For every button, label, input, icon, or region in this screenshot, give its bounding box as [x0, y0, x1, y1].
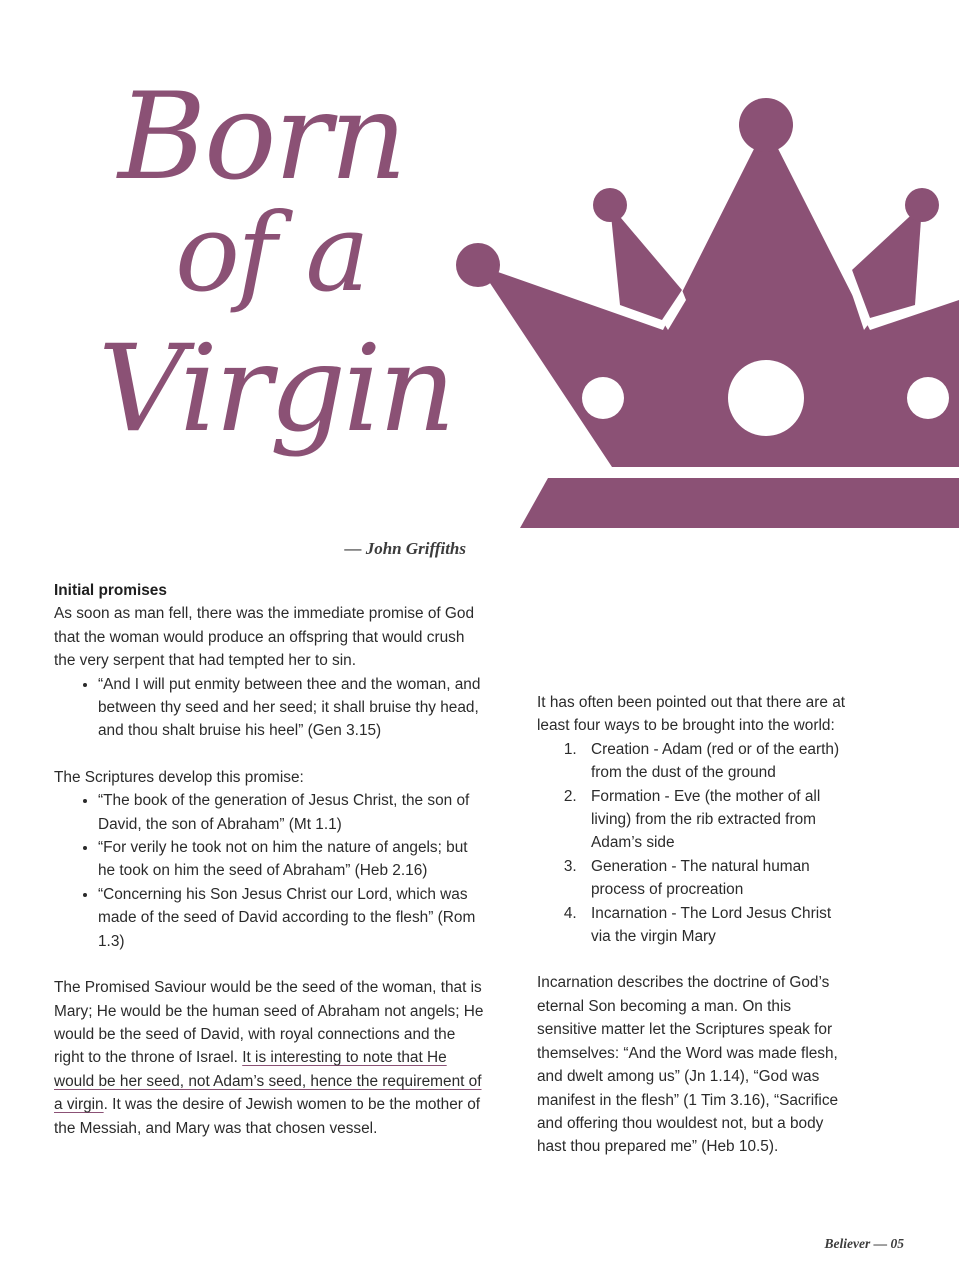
title-line-of-a: of a — [175, 191, 367, 316]
title-line-virgin: Virgin — [98, 320, 453, 459]
crown-icon — [440, 85, 959, 530]
list-item: 1. Creation - Adam (red or of the earth) from the dust of the ground — [581, 738, 855, 785]
underlined-highlight: It is interesting to note that He would be her seed, not Adam’s seed, hence the requirement of a virgin — [54, 1049, 482, 1114]
genesis-quote-list — [54, 673, 486, 743]
saviour-text-end: . It was the desire of Jewish women to be the mother of the Messiah, and Mary was that chosen vessel. — [54, 1096, 481, 1137]
list-item: 4. Incarnation - The Lord Jesus Christ via the virgin Mary — [581, 902, 855, 949]
left-column — [54, 579, 486, 1140]
list-item: 3. Generation - The natural human process of procreation — [581, 855, 855, 902]
list-item: • “Concerning his Son Jesus Christ our Lord, which was made of the seed of David according to the flesh” (Rom 1.3) — [98, 883, 486, 953]
ways-intro-paragraph: It has often been pointed out that there are at least four ways to be brought into the world: — [537, 694, 846, 735]
list-item: • “And I will put enmity between thee and the woman, and between thy seed and her seed; it shall bruise thy head, and thou shalt bruise his heel” (Gen 3.15) — [98, 673, 486, 743]
list-item: 2. Formation - Eve (the mother of all living) from the rib extracted from Adam’s side — [581, 785, 855, 855]
saviour-paragraph — [54, 976, 486, 1140]
byline: — John Griffiths — [344, 539, 466, 558]
develop-paragraph: The Scriptures develop this promise: — [54, 768, 304, 786]
ways-list — [537, 738, 855, 949]
intro-paragraph: As soon as man fell, there was the immediate promise of God that the woman would produce an offspring that would crush the very serpent that had tempted her to sin. — [54, 605, 475, 670]
right-column — [537, 691, 855, 1159]
page-footer: Believer — 05 — [824, 1236, 904, 1251]
list-item: • “The book of the generation of Jesus Christ, the son of David, the son of Abraham” (Mt 1.1) — [98, 789, 486, 836]
section-heading: Initial promises — [54, 582, 167, 599]
saviour-text: The Promised Saviour would be the seed of the woman, that is Mary; He would be the human seed of Abraham not angels; He would be the seed of David, with royal connections and the right to the throne of Israel. — [54, 979, 484, 1067]
incarnation-paragraph: Incarnation describes the doctrine of God’s eternal Son becoming a man. On this sensitive matter let the Scriptures speak for themselves: “And the Word was made flesh, and dwelt among us” (Jn 1.14), “God was manifest in the flesh” (1 Tim 3.16), “Sacrifice and offering thou wouldest not, but a body hast thou prepared me” (Heb 10.5). — [537, 974, 839, 1156]
scripture-quote-list — [54, 789, 486, 953]
list-item: • “For verily he took not on him the nature of angels; but he took on him the seed of Abraham” (Heb 2.16) — [98, 836, 486, 883]
title-line-born: Born — [118, 68, 406, 207]
